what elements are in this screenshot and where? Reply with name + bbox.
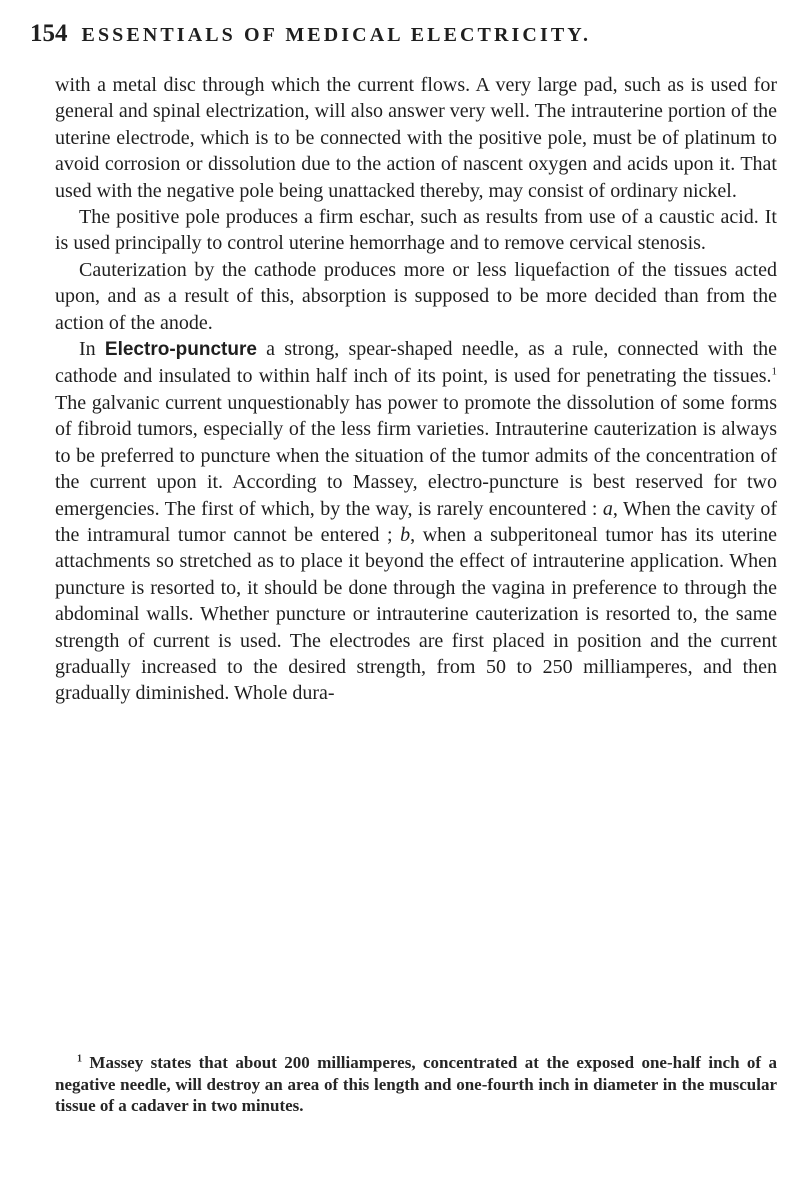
paragraph-4	[55, 336, 777, 707]
paragraph-2: The positive pole produces a firm eschar, such as results from use of a caustic acid. It is used principally to control uterine hemorrhage and to remove cervical stenosis.	[55, 206, 777, 255]
footnote-marker: 1	[77, 1053, 82, 1065]
body-text	[55, 72, 777, 707]
paragraph-1: with a metal disc through which the current flows. A very large pad, such as is used for general and spinal electrization, will also answer very well. The intrauterine portion of the uterine electrode, which is to be connected with the positive pole, must be of platinum to avoid corrosion or dissolution due to the action of nascent oxygen and acids upon it. That used with the negative pole being unattacked thereby, may consist of ordinary nickel.	[55, 74, 777, 202]
item-b-text: , when a subperitoneal tumor has its uterine attachments so stretched as to place it beyond the effect of intrauterine application. When puncture is resorted to, it should be done through the vagina in preference to through the abdominal walls. Whether puncture or intrauterine cauterization is resorted to, the same strength of current is used. The electrodes are first placed in position and the current gradually increased to the desired strength, from 50 to 250 milliamperes, and then gradually diminished. Whole dura-	[55, 523, 777, 705]
footnote-paragraph	[55, 1052, 777, 1117]
item-a-text: , When the cavity of the intramural tumor cannot be entered ;	[55, 497, 777, 546]
page-number: 154	[30, 20, 68, 47]
item-a-label: a	[602, 497, 613, 520]
running-title: ESSENTIALS OF MEDICAL ELECTRICITY.	[81, 24, 592, 46]
footnote	[55, 1052, 777, 1117]
paragraph-4-rest: The galvanic current unquestionably has power to promote the dissolution of some forms of fibroid tumors, especially of the less firm varieties. Intrauterine cauterization is always to be preferred to puncture when the situation of the tumor admits of the concentration of the current upon it. According to Massey, electro-puncture is best reserved for two emergencies. The first of which, by the way, is rarely encountered :	[55, 391, 777, 520]
footnote-text: Massey states that about 200 milliamperes, concentrated at the exposed one-half inch of a negative needle, will destroy an area of this length and one-fourth inch in diameter in the muscular tissue of a cadaver in two minutes.	[55, 1053, 777, 1116]
footnote-reference: 1	[771, 365, 777, 378]
paragraph-4-mid: a strong, spear-shaped needle, as a rule, connected with the cathode and insulated to within half inch of its point, is used for penetrating the tissues.	[55, 338, 777, 388]
item-b-label: b	[400, 523, 411, 546]
page-header	[30, 20, 790, 52]
electro-puncture-term: Electro-puncture	[104, 339, 257, 361]
paragraph-3: Cauterization by the cathode produces more or less liquefaction of the tissues acted upon, and as a result of this, absorption is supposed to be more decided than from the action of the anode.	[55, 258, 777, 334]
paragraph-4-prefix: In	[79, 338, 105, 361]
